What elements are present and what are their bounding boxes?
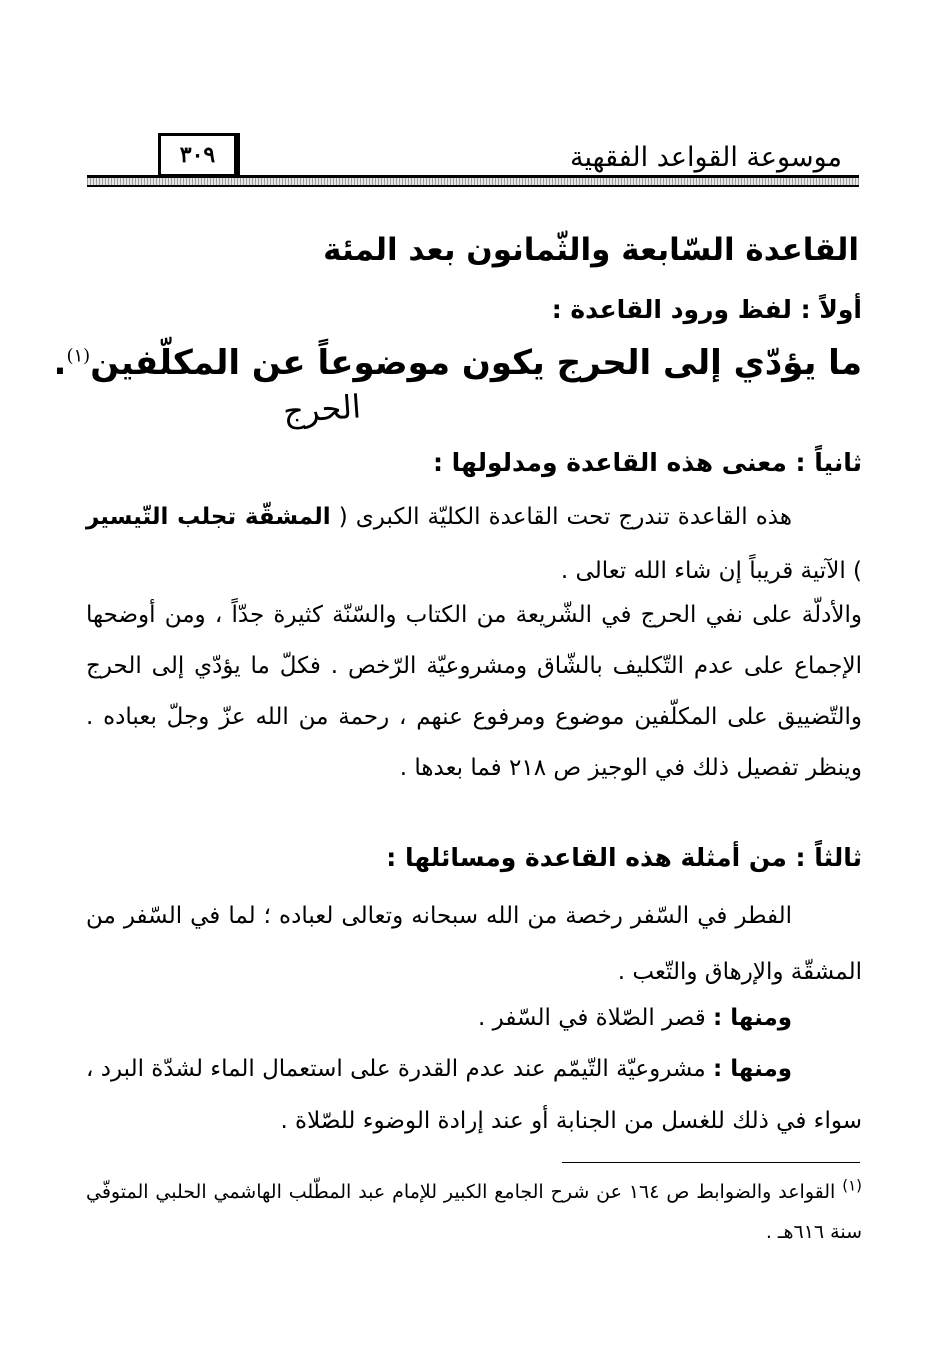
footnote-divider <box>562 1162 860 1163</box>
header-divider <box>87 175 859 187</box>
example-paragraph-1 <box>86 888 862 1000</box>
handwritten-annotation: الحرج <box>281 387 363 431</box>
meaning-text-before: هذه القاعدة تندرج تحت القاعدة الكليّة الكبرى ( <box>338 504 792 530</box>
footnote-marker: (١) <box>842 1176 862 1195</box>
example-text-2: قصر الصّلاة في السّفر . <box>478 1005 706 1031</box>
section-heading-meaning: ثانياً : معنى هذه القاعدة ومدلولها : <box>432 448 862 477</box>
footnote-reference: (١) <box>66 345 91 367</box>
rule-title: القاعدة السّابعة والثّمانون بعد المئة <box>323 232 859 268</box>
example-paragraph-2 <box>86 995 862 1041</box>
section-heading-examples: ثالثاً : من أمثلة هذه القاعدة ومسائلها : <box>386 843 862 872</box>
rule-statement <box>53 334 862 392</box>
rule-statement-end: . <box>53 343 67 383</box>
evidence-text: والأدلّة على نفي الحرج في الشّريعة من الكتاب والسّنّة كثيرة جدّاً ، ومن أوضحها الإجماع على عدم التّكليف بالشّاق ومشروعيّة الرّخص . فكلّ ما يؤدّي إلى الحرج والتّضييق على المكلّفين موضوع ومرفوع عنهم ، رحمة من الله عزّ وجلّ بعباده . وينظر تفصيل ذلك في الوجيز ص ٢١٨ فما بعدها . <box>86 602 862 781</box>
example-text-1: الفطر في السّفر رخصة من الله سبحانه وتعالى لعباده ؛ لما في السّفر من المشقّة والإرهاق والتّعب . <box>86 903 862 985</box>
rule-statement-text: ما يؤدّي إلى الحرج يكون موضوعاً عن المكلّفين <box>90 343 862 383</box>
footnote <box>86 1172 862 1252</box>
section-heading-wording: أولاً : لفظ ورود القاعدة : <box>551 295 862 324</box>
meaning-text-after: ) الآتية قريباً إن شاء الله تعالى . <box>560 558 862 584</box>
example-paragraph-3 <box>86 1043 862 1147</box>
example-label-3: ومنها : <box>713 1056 792 1082</box>
page-number: ٣٠٩ <box>158 133 240 177</box>
footnote-text: القواعد والضوابط ص ١٦٤ عن شرح الجامع الكبير للإمام عبد المطّلب الهاشمي الحلبي المتوفّي سنة ٦١٦هـ . <box>86 1181 862 1243</box>
meaning-paragraph-1 <box>86 490 862 598</box>
example-label-2: ومنها : <box>713 1005 792 1031</box>
meaning-paragraph-2 <box>86 590 862 794</box>
major-rule-name: المشقّة تجلب التّيسير <box>86 504 331 530</box>
book-title: موسوعة القواعد الفقهية <box>570 142 842 173</box>
example-text-3: مشروعيّة التّيمّم عند عدم القدرة على استعمال الماء لشدّة البرد ، سواء في ذلك للغسل من الجنابة أو عند إرادة الوضوء للصّلاة . <box>85 1056 862 1134</box>
